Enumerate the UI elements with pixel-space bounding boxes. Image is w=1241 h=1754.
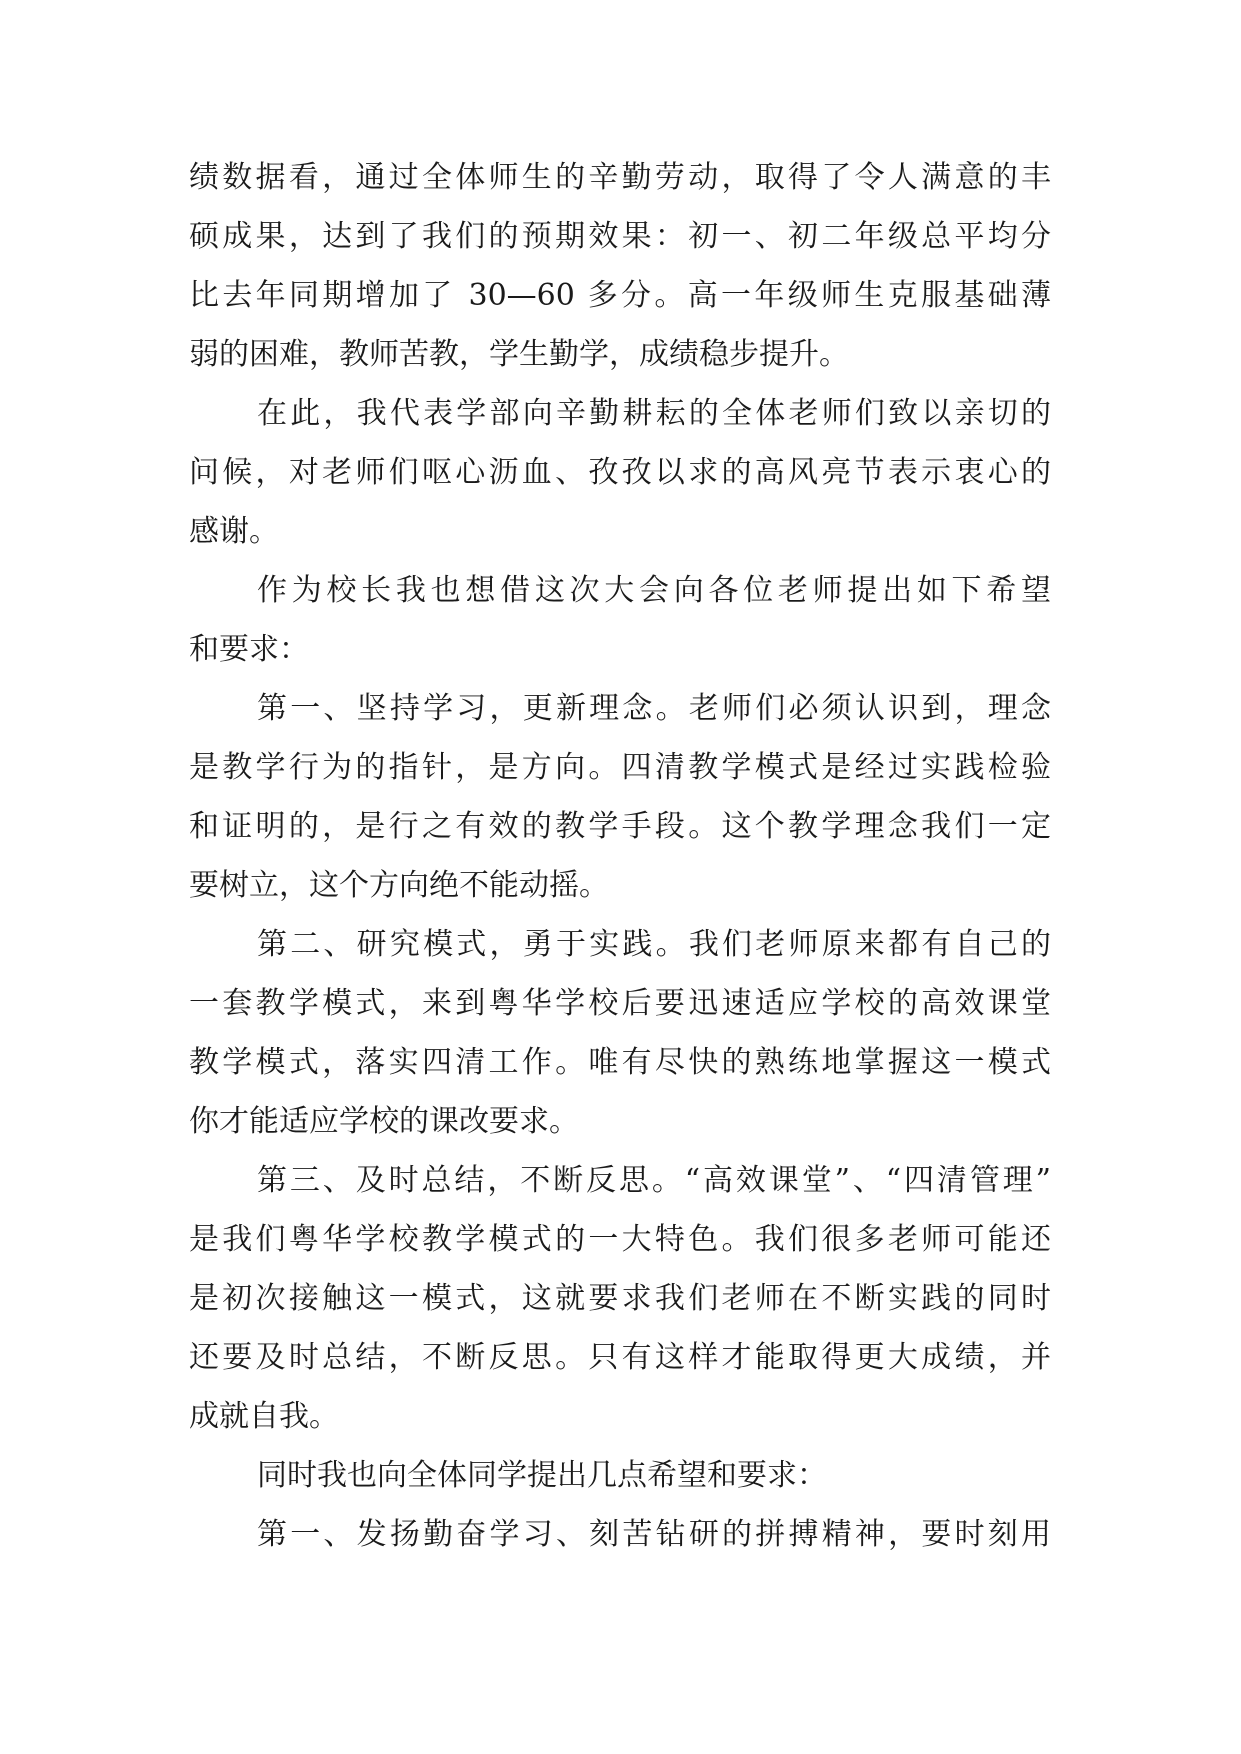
text-line: 是初次接触这一模式，这就要求我们老师在不断实践的同时 xyxy=(189,1281,1051,1316)
text-line: 还要及时总结，不断反思。只有这样才能取得更大成绩，并 xyxy=(189,1340,1051,1375)
text-line: 第一、发扬勤奋学习、刻苦钻研的拼搏精神，要时刻用 xyxy=(257,1517,1051,1552)
text-line: 第三、及时总结，不断反思。“高效课堂”、“四清管理” xyxy=(257,1163,1051,1198)
text-line: 第一、坚持学习，更新理念。老师们必须认识到，理念 xyxy=(257,691,1051,726)
text-line: 是教学行为的指针，是方向。四清教学模式是经过实践检验 xyxy=(189,750,1051,785)
text-line: 教学模式，落实四清工作。唯有尽快的熟练地掌握这一模式 xyxy=(189,1045,1051,1080)
text-line: 作为校长我也想借这次大会向各位老师提出如下希望 xyxy=(257,573,1051,608)
text-line: 硕成果，达到了我们的预期效果：初一、初二年级总平均分 xyxy=(189,219,1051,254)
text-line: 同时我也向全体同学提出几点希望和要求： xyxy=(257,1458,827,1493)
document-page xyxy=(189,148,1051,1564)
text-line: 要树立，这个方向绝不能动摇。 xyxy=(189,868,609,903)
text-line: 第二、研究模式，勇于实践。我们老师原来都有自己的 xyxy=(257,927,1051,962)
text-line: 成就自我。 xyxy=(189,1399,339,1434)
text-line: 感谢。 xyxy=(189,514,279,549)
text-line: 你才能适应学校的课改要求。 xyxy=(189,1104,579,1139)
text-line: 在此，我代表学部向辛勤耕耘的全体老师们致以亲切的 xyxy=(257,396,1051,431)
text-line: 问候，对老师们呕心沥血、孜孜以求的高风亮节表示衷心的 xyxy=(189,455,1051,490)
text-line: 一套教学模式，来到粤华学校后要迅速适应学校的高效课堂 xyxy=(189,986,1051,1021)
text-line: 比去年同期增加了 30—60 多分。高一年级师生克服基础薄 xyxy=(189,278,1051,313)
text-line: 弱的困难，教师苦教，学生勤学，成绩稳步提升。 xyxy=(189,337,849,372)
text-line: 是我们粤华学校教学模式的一大特色。我们很多老师可能还 xyxy=(189,1222,1051,1257)
text-line: 和要求： xyxy=(189,632,309,667)
text-line: 绩数据看，通过全体师生的辛勤劳动，取得了令人满意的丰 xyxy=(189,160,1051,195)
text-line: 和证明的，是行之有效的教学手段。这个教学理念我们一定 xyxy=(189,809,1051,844)
